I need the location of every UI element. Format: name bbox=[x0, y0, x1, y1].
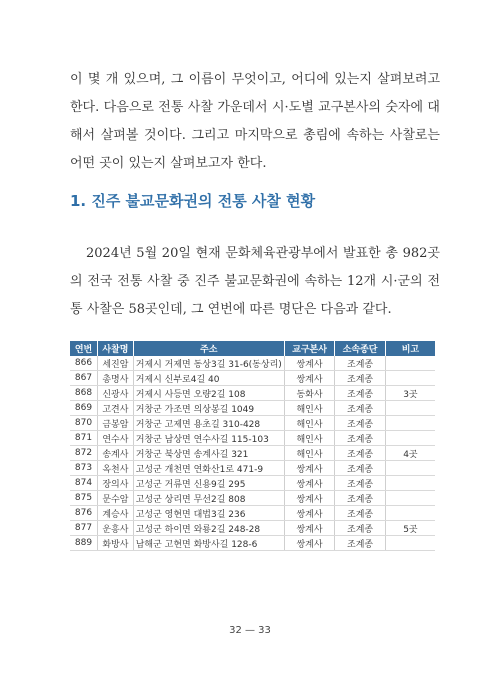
table-row bbox=[70, 461, 435, 476]
cell-parish-head-temple: 쌍계사 bbox=[284, 506, 335, 521]
cell-address: 고성군 개천면 연화산1로 471-9 bbox=[133, 461, 284, 476]
page-numbers: 32 — 33 bbox=[229, 625, 271, 636]
cell-order: 조계종 bbox=[335, 491, 386, 506]
cell-order: 조계종 bbox=[335, 416, 386, 431]
cell-temple-name: 화방사 bbox=[98, 536, 134, 551]
cell-parish-head-temple: 동화사 bbox=[284, 386, 335, 401]
cell-note bbox=[385, 416, 435, 431]
cell-parish-head-temple: 쌍계사 bbox=[284, 536, 335, 551]
cell-parish-head-temple: 쌍계사 bbox=[284, 521, 335, 536]
cell-temple-name: 계승사 bbox=[98, 506, 134, 521]
cell-address: 고성군 영현면 대법3길 236 bbox=[133, 506, 284, 521]
cell-note bbox=[385, 371, 435, 386]
cell-address: 고성군 상리면 무선2길 808 bbox=[133, 491, 284, 506]
cell-serial: 875 bbox=[70, 491, 98, 506]
cell-serial: 873 bbox=[70, 461, 98, 476]
cell-order: 조계종 bbox=[335, 446, 386, 461]
cell-order: 조계종 bbox=[335, 401, 386, 416]
cell-serial: 871 bbox=[70, 431, 98, 446]
cell-order: 조계종 bbox=[335, 476, 386, 491]
cell-note: 4곳 bbox=[385, 446, 435, 461]
cell-address: 거제시 사등면 오량2길 108 bbox=[133, 386, 284, 401]
temple-table bbox=[70, 341, 435, 551]
cell-order: 조계종 bbox=[335, 461, 386, 476]
cell-address: 고성군 거류면 신용9길 295 bbox=[133, 476, 284, 491]
table-row bbox=[70, 416, 435, 431]
cell-note bbox=[385, 506, 435, 521]
table-body bbox=[70, 356, 435, 551]
table-row bbox=[70, 506, 435, 521]
cell-address: 고성군 하이면 와룡2길 248-28 bbox=[133, 521, 284, 536]
cell-serial: 869 bbox=[70, 401, 98, 416]
cell-temple-name: 신광사 bbox=[98, 386, 134, 401]
cell-serial: 870 bbox=[70, 416, 98, 431]
cell-address: 남해군 고현면 화방사길 128-6 bbox=[133, 536, 284, 551]
table-row bbox=[70, 401, 435, 416]
header-temple-name: 사찰명 bbox=[98, 341, 134, 356]
cell-address: 거제시 거제면 동상3길 31-6(동상리) bbox=[133, 356, 284, 371]
cell-order: 조계종 bbox=[335, 431, 386, 446]
cell-temple-name: 운흥사 bbox=[98, 521, 134, 536]
table-row bbox=[70, 476, 435, 491]
cell-note bbox=[385, 401, 435, 416]
cell-parish-head-temple: 해인사 bbox=[284, 446, 335, 461]
cell-note: 3곳 bbox=[385, 386, 435, 401]
cell-parish-head-temple: 해인사 bbox=[284, 416, 335, 431]
header-order: 소속종단 bbox=[335, 341, 386, 356]
cell-address: 거창군 고제면 용초길 310-428 bbox=[133, 416, 284, 431]
cell-temple-name: 금봉암 bbox=[98, 416, 134, 431]
cell-address: 거창군 가조면 의상봉길 1049 bbox=[133, 401, 284, 416]
table-header-row bbox=[70, 341, 435, 356]
cell-serial: 866 bbox=[70, 356, 98, 371]
cell-parish-head-temple: 해인사 bbox=[284, 401, 335, 416]
header-address: 주소 bbox=[133, 341, 284, 356]
cell-serial: 876 bbox=[70, 506, 98, 521]
cell-temple-name: 총명사 bbox=[98, 371, 134, 386]
cell-order: 조계종 bbox=[335, 371, 386, 386]
table-row bbox=[70, 356, 435, 371]
table-row bbox=[70, 446, 435, 461]
cell-note bbox=[385, 491, 435, 506]
cell-temple-name: 옥천사 bbox=[98, 461, 134, 476]
cell-order: 조계종 bbox=[335, 386, 386, 401]
cell-address: 거제시 신부로4길 40 bbox=[133, 371, 284, 386]
cell-order: 조계종 bbox=[335, 521, 386, 536]
cell-note bbox=[385, 476, 435, 491]
cell-temple-name: 고견사 bbox=[98, 401, 134, 416]
cell-serial: 877 bbox=[70, 521, 98, 536]
cell-parish-head-temple: 쌍계사 bbox=[284, 461, 335, 476]
table-row bbox=[70, 521, 435, 536]
cell-note: 5곳 bbox=[385, 521, 435, 536]
cell-serial: 889 bbox=[70, 536, 98, 551]
header-parish-head-temple: 교구본사 bbox=[284, 341, 335, 356]
cell-order: 조계종 bbox=[335, 356, 386, 371]
cell-serial: 872 bbox=[70, 446, 98, 461]
table-row bbox=[70, 491, 435, 506]
cell-note bbox=[385, 536, 435, 551]
table-row bbox=[70, 386, 435, 401]
cell-temple-name: 연수사 bbox=[98, 431, 134, 446]
cell-temple-name: 세진암 bbox=[98, 356, 134, 371]
header-note: 비고 bbox=[385, 341, 435, 356]
intro-paragraph: 이 몇 개 있으며, 그 이름이 무엇이고, 어디에 있는지 살펴보려고 한다. 다음으로 전통 사찰 가운데서 시·도별 교구본사의 숫자에 대해서 살펴볼 것이다. 그리고 마지막으로 총림에 속하는 사찰로는 어떤 곳이 있는지 살펴보고자 한다. bbox=[70, 72, 440, 171]
section-heading: 1. 진주 불교문화권의 전통 사찰 현황 bbox=[70, 192, 316, 210]
cell-note bbox=[385, 461, 435, 476]
cell-parish-head-temple: 쌍계사 bbox=[284, 491, 335, 506]
cell-serial: 868 bbox=[70, 386, 98, 401]
cell-parish-head-temple: 해인사 bbox=[284, 431, 335, 446]
cell-serial: 874 bbox=[70, 476, 98, 491]
body-paragraph: 2024년 5월 20일 현재 문화체육관광부에서 발표한 총 982곳의 전국 전통 사찰 중 진주 불교문화권에 속하는 12개 시·군의 전통 사찰은 58곳인데, 그 연번에 따른 명단은 다음과 같다. bbox=[70, 246, 440, 317]
cell-temple-name: 장의사 bbox=[98, 476, 134, 491]
table-row bbox=[70, 371, 435, 386]
table-row bbox=[70, 431, 435, 446]
cell-order: 조계종 bbox=[335, 536, 386, 551]
cell-note bbox=[385, 356, 435, 371]
table-row bbox=[70, 536, 435, 551]
header-serial: 연번 bbox=[70, 341, 98, 356]
cell-address: 거창군 북상면 송계사길 321 bbox=[133, 446, 284, 461]
cell-temple-name: 문수암 bbox=[98, 491, 134, 506]
cell-address: 거창군 남상면 연수사길 115-103 bbox=[133, 431, 284, 446]
cell-note bbox=[385, 431, 435, 446]
cell-serial: 867 bbox=[70, 371, 98, 386]
cell-parish-head-temple: 쌍계사 bbox=[284, 371, 335, 386]
cell-parish-head-temple: 쌍계사 bbox=[284, 356, 335, 371]
cell-order: 조계종 bbox=[335, 506, 386, 521]
cell-parish-head-temple: 쌍계사 bbox=[284, 476, 335, 491]
cell-temple-name: 송계사 bbox=[98, 446, 134, 461]
